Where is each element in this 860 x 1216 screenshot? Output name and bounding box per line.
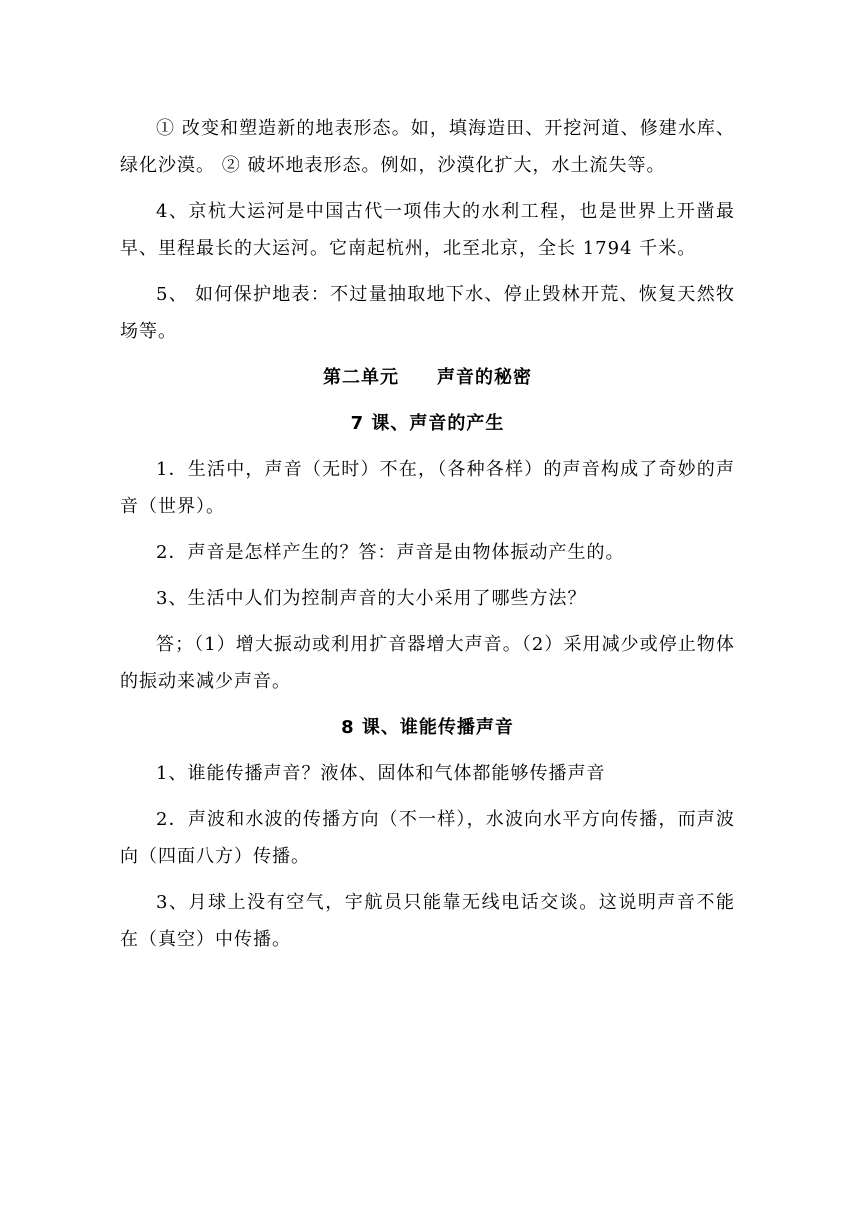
lesson-8-item-2: 2．声波和水波的传播方向（不一样），水波向水平方向传播，而声波向（四面八方）传播。: [120, 809, 735, 867]
paragraph-protect-surface: 5、 如何保护地表：不过量抽取地下水、停止毁林开荒、恢复天然牧场等。: [120, 284, 735, 342]
lesson-7-item-1: 1．生活中，声音（无时）不在，（各种各样）的声音构成了奇妙的声音（世界）。: [120, 459, 735, 517]
lesson-7-item-2: 2．声音是怎样产生的？答：声音是由物体振动产生的。: [156, 542, 625, 563]
lesson-8-item-3: 3、月球上没有空气，宇航员只能靠无线电话交谈。这说明声音不能在（真空）中传播。: [120, 892, 735, 950]
paragraph-grand-canal: 4、京杭大运河是中国古代一项伟大的水利工程，也是世界上开凿最早、里程最长的大运河。它南起杭州，北至北京，全长 1794 千米。: [120, 201, 735, 259]
lesson-7-title: 7 课、声音的产生: [350, 413, 505, 434]
lesson-7-item-3: 3、生活中人们为控制声音的大小采用了哪些方法？: [156, 588, 587, 609]
lesson-7-answer: 答；（1）增大振动或利用扩音器增大声音。（2）采用减少或停止物体的振动来减少声音。: [120, 634, 735, 692]
paragraph-landform-change: ① 改变和塑造新的地表形态。如，填海造田、开挖河道、修建水库、绿化沙漠。 ② 破坏地表形态。例如，沙漠化扩大，水土流失等。: [120, 118, 735, 176]
document-page: [120, 110, 735, 967]
unit-title: 第二单元 声音的秘密: [323, 367, 532, 388]
lesson-8-title: 8 课、谁能传播声音: [341, 717, 514, 738]
lesson-8-item-1: 1、谁能传播声音？液体、固体和气体都能够传播声音: [156, 763, 606, 784]
